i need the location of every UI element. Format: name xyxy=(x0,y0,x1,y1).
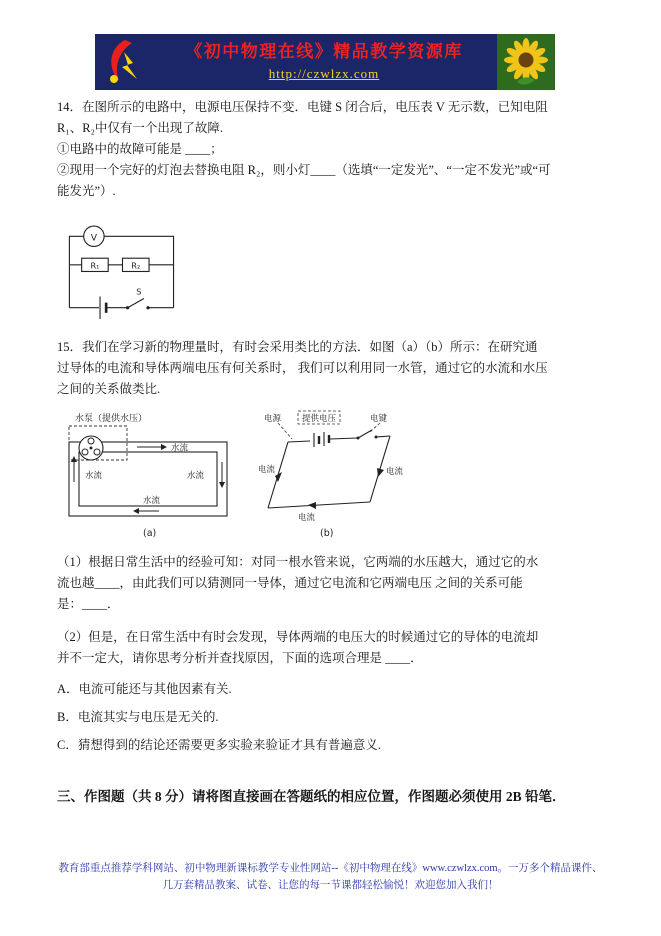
q14-line-2: R₁、R₂中仅有一个出现了故障. xyxy=(57,121,224,135)
footer-line-1: 教育部重点推荐学科网站、初中物理新课标教学专业性网站--《初中物理在线》www.czwlzx.com。一万多个精品课件、 xyxy=(58,863,603,874)
section-3-heading: 三、作图题（共 8 分）请将图直接画在答题纸的相应位置，作图题必须使用 2B 铅笔． xyxy=(57,789,566,804)
q15-line-3: 之间的关系做类比. xyxy=(57,382,161,396)
resistor-r1-label: R₁ xyxy=(90,260,100,271)
voltmeter-label: V xyxy=(90,232,98,244)
q14-line-1: 14．在图所示的电路中，电源电压保持不变．电键 S 闭合后，电压表 V 无示数，已知电阻 xyxy=(57,100,548,114)
banner-url: http://czwlzx.com xyxy=(268,66,380,81)
pump-label: 水泵（提供水压） xyxy=(75,414,148,424)
banner-title: 《初中物理在线》精品教学资源库 xyxy=(185,42,463,61)
option-a: A．电流可能还与其他因素有关. xyxy=(57,682,232,696)
figure-b-caption: (b) xyxy=(320,528,334,539)
flow-label-right: 水流 xyxy=(187,471,205,481)
q14-blank-item-2: ②现用一个完好的灯泡去替换电阻 R₂，则小灯____（选填“一定发光”、“一定不发光”或“可 xyxy=(57,163,551,177)
current-label-bottom: 电流 xyxy=(298,513,316,523)
resistor-r2-label: R₂ xyxy=(131,260,141,271)
q14-circuit-figure xyxy=(59,224,606,325)
current-label-right: 电流 xyxy=(386,467,404,477)
q15-part2-line-2: 并不一定大，请你思考分析并查找原因，下面的选项合理是 ____． xyxy=(57,651,423,665)
flow-label-left: 水流 xyxy=(85,471,103,481)
switch-s-label: S xyxy=(136,286,142,297)
q14-line-5: 能发光”）. xyxy=(57,184,116,198)
q15-part1-line-3: 是：____． xyxy=(57,597,120,611)
q15-figures-row xyxy=(57,410,606,544)
site-banner xyxy=(95,34,555,90)
q15-line-2: 过导体的电流和导体两端电压有何关系时， 我们可以利用同一水管，通过它的水流和水压 xyxy=(57,361,548,375)
q14-blank-item-1: ①电路中的故障可能是 ____； xyxy=(57,142,223,156)
site-logo-icon xyxy=(95,34,151,90)
power-source-label: 电源 xyxy=(264,414,282,424)
banner-text-block xyxy=(151,34,497,90)
figure-a-caption: (a) xyxy=(143,528,157,539)
sunflower-image xyxy=(497,34,555,90)
option-b: B．电流其实与电压是无关的. xyxy=(57,710,219,724)
figure-b-electric-circuit xyxy=(258,410,408,544)
q15-part2-line-1: （2）但是，在日常生活中有时会发现，导体两端的电压大的时候通过它的导体的电流却 xyxy=(57,630,539,644)
figure-a-water-circuit xyxy=(59,410,234,544)
document-content xyxy=(57,97,606,807)
circuit-key-label: 电键 xyxy=(370,414,388,424)
current-label-left: 电流 xyxy=(258,465,276,475)
option-c: C．猜想得到的结论还需要更多实验来验证才具有普遍意义. xyxy=(57,738,381,752)
flow-label-bottom: 水流 xyxy=(143,496,161,506)
footer-line-2: 几万套精品教案、试卷、让您的每一节课都轻松愉悦！欢迎您加入我们！ xyxy=(162,880,499,891)
flow-label-top: 水流 xyxy=(171,443,189,454)
provides-voltage-label: 提供电压 xyxy=(302,414,337,424)
q15-line-1: 15．我们在学习新的物理量时，有时会采用类比的方法．如图（a）（b）所示：在研究通 xyxy=(57,340,538,354)
page-footer xyxy=(20,860,641,894)
q15-part1-line-1: （1）根据日常生活中的经验可知：对同一根水管来说，它两端的水压越大，通过它的水 xyxy=(57,555,539,569)
q15-part1-line-2: 流也越____，由此我们可以猜测同一导体，通过它电流和它两端电压 之间的关系可能 xyxy=(57,576,523,590)
